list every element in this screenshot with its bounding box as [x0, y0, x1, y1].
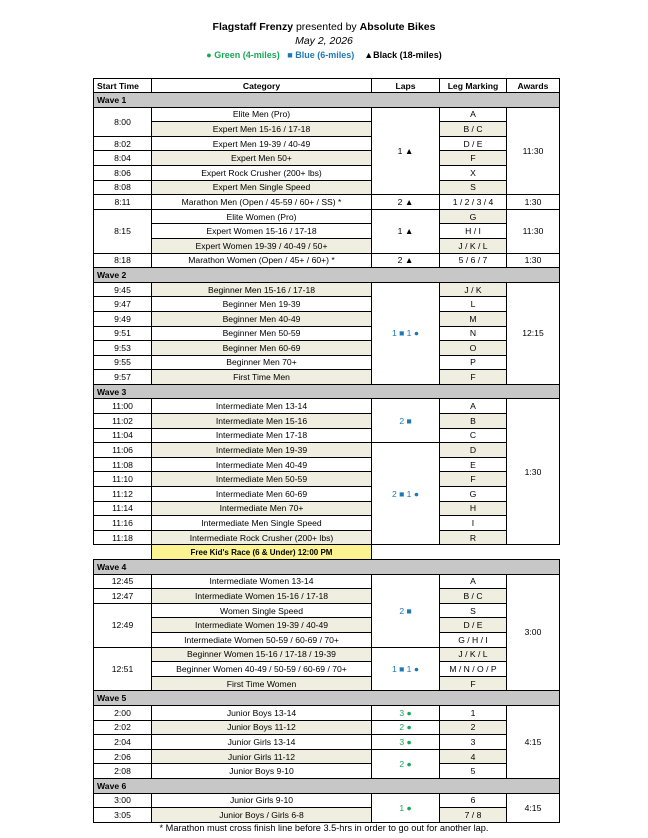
- laps: 2 ■: [372, 574, 440, 647]
- table-header-row: [94, 79, 560, 93]
- start-time: 2:04: [94, 735, 152, 750]
- laps: 2 ▲: [372, 253, 440, 268]
- leg-marking: I: [440, 516, 507, 531]
- laps: 2 ■ 1 ●: [372, 443, 440, 545]
- awards-time: 1:30: [507, 195, 560, 210]
- leg-marking: N: [440, 326, 507, 341]
- wave-label: Wave 5: [94, 691, 560, 706]
- race-schedule-table: [93, 78, 560, 823]
- event-title: [0, 20, 648, 34]
- category: Expert Men 15-16 / 17-18: [152, 122, 372, 137]
- leg-marking: 1 / 2 / 3 / 4: [440, 195, 507, 210]
- leg-marking: 6: [440, 793, 507, 808]
- table-row: [94, 472, 560, 487]
- table-row: [94, 180, 560, 195]
- marathon-footnote: * Marathon must cross finish line before 3.5-hrs in order to go out for another lap.: [159, 823, 489, 833]
- laps: 1 ■ 1 ●: [372, 647, 440, 691]
- table-row: [94, 311, 560, 326]
- table-row: [94, 165, 560, 180]
- table-row: [94, 253, 560, 268]
- wave-row: [94, 384, 560, 399]
- wave-row: [94, 268, 560, 283]
- table-row: [94, 662, 560, 677]
- leg-marking: G: [440, 487, 507, 502]
- category: Junior Boys 11-12: [152, 720, 372, 735]
- leg-marking: X: [440, 165, 507, 180]
- table-row: [94, 618, 560, 633]
- laps: 3 ●: [372, 735, 440, 750]
- start-time: 11:02: [94, 414, 152, 429]
- leg-marking: F: [440, 370, 507, 385]
- start-time: 12:51: [94, 647, 152, 691]
- category: Intermediate Men 17-18: [152, 428, 372, 443]
- start-time: 9:47: [94, 297, 152, 312]
- category: Beginner Women 40-49 / 50-59 / 60-69 / 70+: [152, 662, 372, 677]
- category: Junior Boys 13-14: [152, 705, 372, 720]
- start-time: 8:08: [94, 180, 152, 195]
- category: Expert Men 50+: [152, 151, 372, 166]
- table-row: [94, 574, 560, 589]
- category: Junior Girls 11-12: [152, 749, 372, 764]
- wave-label: Wave 2: [94, 268, 560, 283]
- awards-time: 4:15: [507, 705, 560, 778]
- table-row: [94, 530, 560, 545]
- table-row: [94, 341, 560, 356]
- leg-marking: S: [440, 603, 507, 618]
- kids-race-banner: Free Kid's Race (6 & Under) 12:00 PM: [152, 545, 372, 560]
- category: Beginner Men 40-49: [152, 311, 372, 326]
- leg-marking: 2: [440, 720, 507, 735]
- start-time: 11:10: [94, 472, 152, 487]
- awards-time: 1:30: [507, 399, 560, 545]
- laps: 2 ●: [372, 720, 440, 735]
- category: Expert Women 19-39 / 40-49 / 50+: [152, 238, 372, 253]
- category: Expert Women 15-16 / 17-18: [152, 224, 372, 239]
- start-time: 8:02: [94, 136, 152, 151]
- category: Junior Girls 9-10: [152, 793, 372, 808]
- table-row: [94, 735, 560, 750]
- wave-label: Wave 4: [94, 560, 560, 575]
- table-row: [94, 355, 560, 370]
- category: Junior Boys / Girls 6-8: [152, 808, 372, 823]
- category: Intermediate Men 19-39: [152, 443, 372, 458]
- start-time: 11:14: [94, 501, 152, 516]
- awards-time: 4:15: [507, 793, 560, 822]
- start-time: 11:18: [94, 530, 152, 545]
- leg-marking: D / E: [440, 618, 507, 633]
- leg-marking: P: [440, 355, 507, 370]
- wave-row: [94, 778, 560, 793]
- col-leg-marking: Leg Marking: [440, 79, 507, 93]
- col-laps: Laps: [372, 79, 440, 93]
- start-time: 8:00: [94, 107, 152, 136]
- table-row: [94, 224, 560, 239]
- wave-row: [94, 93, 560, 108]
- category: Beginner Men 50-59: [152, 326, 372, 341]
- leg-marking: E: [440, 457, 507, 472]
- table-row: [94, 428, 560, 443]
- table-row: [94, 764, 560, 779]
- awards-time: 1:30: [507, 253, 560, 268]
- category: Intermediate Women 13-14: [152, 574, 372, 589]
- category: Intermediate Men 40-49: [152, 457, 372, 472]
- table-row: [94, 501, 560, 516]
- leg-marking: J / K: [440, 282, 507, 297]
- leg-marking: B: [440, 414, 507, 429]
- table-row: [94, 443, 560, 458]
- laps: 2 ●: [372, 749, 440, 778]
- leg-marking: R: [440, 530, 507, 545]
- presented-by: presented by: [295, 21, 357, 33]
- category: Elite Women (Pro): [152, 209, 372, 224]
- table-row: [94, 282, 560, 297]
- start-time: 8:15: [94, 209, 152, 253]
- col-awards: Awards: [507, 79, 560, 93]
- table-row: [94, 122, 560, 137]
- table-row: [94, 151, 560, 166]
- laps: 1 ▲: [372, 107, 440, 195]
- start-time: 11:08: [94, 457, 152, 472]
- leg-marking: G: [440, 209, 507, 224]
- leg-marking: H / I: [440, 224, 507, 239]
- table-row: [94, 414, 560, 429]
- awards-time: 11:30: [507, 107, 560, 195]
- leg-marking: G / H / I: [440, 632, 507, 647]
- leg-marking: M / N / O / P: [440, 662, 507, 677]
- start-time: 12:45: [94, 574, 152, 589]
- start-time: 11:00: [94, 399, 152, 414]
- leg-marking: 5: [440, 764, 507, 779]
- table-row: [94, 676, 560, 691]
- table-row: [94, 487, 560, 502]
- category: Intermediate Men 60-69: [152, 487, 372, 502]
- leg-marking: 3: [440, 735, 507, 750]
- start-time: 12:47: [94, 589, 152, 604]
- leg-marking: D: [440, 443, 507, 458]
- table-row: [94, 808, 560, 823]
- table-row: [94, 136, 560, 151]
- leg-marking: 7 / 8: [440, 808, 507, 823]
- table-row: [94, 297, 560, 312]
- category: Intermediate Rock Crusher (200+ lbs): [152, 530, 372, 545]
- table-row: [94, 209, 560, 224]
- start-time: 8:18: [94, 253, 152, 268]
- table-row: [94, 647, 560, 662]
- kids-race-row: [94, 545, 560, 560]
- start-time: 11:12: [94, 487, 152, 502]
- table-row: [94, 195, 560, 210]
- leg-marking: H: [440, 501, 507, 516]
- awards-time: 11:30: [507, 209, 560, 253]
- awards-time: 3:00: [507, 574, 560, 691]
- col-category: Category: [152, 79, 372, 93]
- start-time: 9:53: [94, 341, 152, 356]
- wave-row: [94, 560, 560, 575]
- wave-label: Wave 1: [94, 93, 560, 108]
- laps: 1 ▲: [372, 209, 440, 253]
- category: Marathon Women (Open / 45+ / 60+) *: [152, 253, 372, 268]
- start-time: 9:51: [94, 326, 152, 341]
- category: Beginner Women 15-16 / 17-18 / 19-39: [152, 647, 372, 662]
- start-time: 12:49: [94, 603, 152, 647]
- start-time: 8:06: [94, 165, 152, 180]
- leg-marking: A: [440, 107, 507, 122]
- laps: 1 ●: [372, 793, 440, 822]
- leg-marking: J / K / L: [440, 647, 507, 662]
- course-legend: [0, 48, 648, 62]
- category: First Time Women: [152, 676, 372, 691]
- leg-marking: S: [440, 180, 507, 195]
- leg-marking: A: [440, 399, 507, 414]
- start-time: 3:00: [94, 793, 152, 808]
- leg-marking: 5 / 6 / 7: [440, 253, 507, 268]
- table-row: [94, 516, 560, 531]
- table-row: [94, 749, 560, 764]
- start-time: 2:06: [94, 749, 152, 764]
- category: Intermediate Men Single Speed: [152, 516, 372, 531]
- laps: 2 ▲: [372, 195, 440, 210]
- table-row: [94, 370, 560, 385]
- category: Beginner Men 15-16 / 17-18: [152, 282, 372, 297]
- category: Intermediate Women 50-59 / 60-69 / 70+: [152, 632, 372, 647]
- table-row: [94, 589, 560, 604]
- leg-marking: F: [440, 472, 507, 487]
- laps: 1 ■ 1 ●: [372, 282, 440, 384]
- leg-marking: F: [440, 151, 507, 166]
- leg-marking: O: [440, 341, 507, 356]
- category: Junior Boys 9-10: [152, 764, 372, 779]
- start-time: 9:55: [94, 355, 152, 370]
- leg-marking: M: [440, 311, 507, 326]
- category: Beginner Men 70+: [152, 355, 372, 370]
- start-time: 11:16: [94, 516, 152, 531]
- leg-marking: A: [440, 574, 507, 589]
- wave-label: Wave 6: [94, 778, 560, 793]
- start-time: 8:11: [94, 195, 152, 210]
- category: Junior Girls 13-14: [152, 735, 372, 750]
- category: Marathon Men (Open / 45-59 / 60+ / SS) *: [152, 195, 372, 210]
- table-row: [94, 238, 560, 253]
- category: Beginner Men 19-39: [152, 297, 372, 312]
- wave-label: Wave 3: [94, 384, 560, 399]
- category: Elite Men (Pro): [152, 107, 372, 122]
- table-row: [94, 632, 560, 647]
- start-time: 2:00: [94, 705, 152, 720]
- leg-marking: 1: [440, 705, 507, 720]
- leg-marking: B / C: [440, 122, 507, 137]
- table-row: [94, 793, 560, 808]
- table-row: [94, 457, 560, 472]
- leg-marking: F: [440, 676, 507, 691]
- table-row: [94, 603, 560, 618]
- table-row: [94, 399, 560, 414]
- category: Intermediate Men 15-16: [152, 414, 372, 429]
- start-time: 8:04: [94, 151, 152, 166]
- col-start-time: Start Time: [94, 79, 152, 93]
- start-time: 11:06: [94, 443, 152, 458]
- category: Intermediate Men 13-14: [152, 399, 372, 414]
- event-date: May 2, 2026: [295, 35, 353, 47]
- leg-marking: 4: [440, 749, 507, 764]
- category: Beginner Men 60-69: [152, 341, 372, 356]
- category: Intermediate Women 15-16 / 17-18: [152, 589, 372, 604]
- event-name: Flagstaff Frenzy: [212, 21, 294, 33]
- legend-black: ▲Black (18-miles): [364, 50, 442, 60]
- category: Intermediate Men 70+: [152, 501, 372, 516]
- start-time: 9:49: [94, 311, 152, 326]
- table-row: [94, 107, 560, 122]
- page-header: [0, 20, 648, 62]
- start-time: 9:57: [94, 370, 152, 385]
- laps: 3 ●: [372, 705, 440, 720]
- table-row: [94, 326, 560, 341]
- category: Expert Men 19-39 / 40-49: [152, 136, 372, 151]
- start-time: 11:04: [94, 428, 152, 443]
- leg-marking: D / E: [440, 136, 507, 151]
- category: First Time Men: [152, 370, 372, 385]
- legend-green: ● Green (4-miles): [206, 50, 280, 60]
- category: Women Single Speed: [152, 603, 372, 618]
- legend-blue: ■ Blue (6-miles): [287, 50, 355, 60]
- leg-marking: B / C: [440, 589, 507, 604]
- start-time: 3:05: [94, 808, 152, 823]
- start-time: 2:02: [94, 720, 152, 735]
- sponsor-name: Absolute Bikes: [359, 21, 436, 33]
- start-time: 2:08: [94, 764, 152, 779]
- leg-marking: J / K / L: [440, 238, 507, 253]
- category: Intermediate Men 50-59: [152, 472, 372, 487]
- category: Intermediate Women 19-39 / 40-49: [152, 618, 372, 633]
- wave-row: [94, 691, 560, 706]
- start-time: 9:45: [94, 282, 152, 297]
- category: Expert Men Single Speed: [152, 180, 372, 195]
- leg-marking: L: [440, 297, 507, 312]
- leg-marking: C: [440, 428, 507, 443]
- category: Expert Rock Crusher (200+ lbs): [152, 165, 372, 180]
- table-row: [94, 705, 560, 720]
- awards-time: 12:15: [507, 282, 560, 384]
- table-row: [94, 720, 560, 735]
- laps: 2 ■: [372, 399, 440, 443]
